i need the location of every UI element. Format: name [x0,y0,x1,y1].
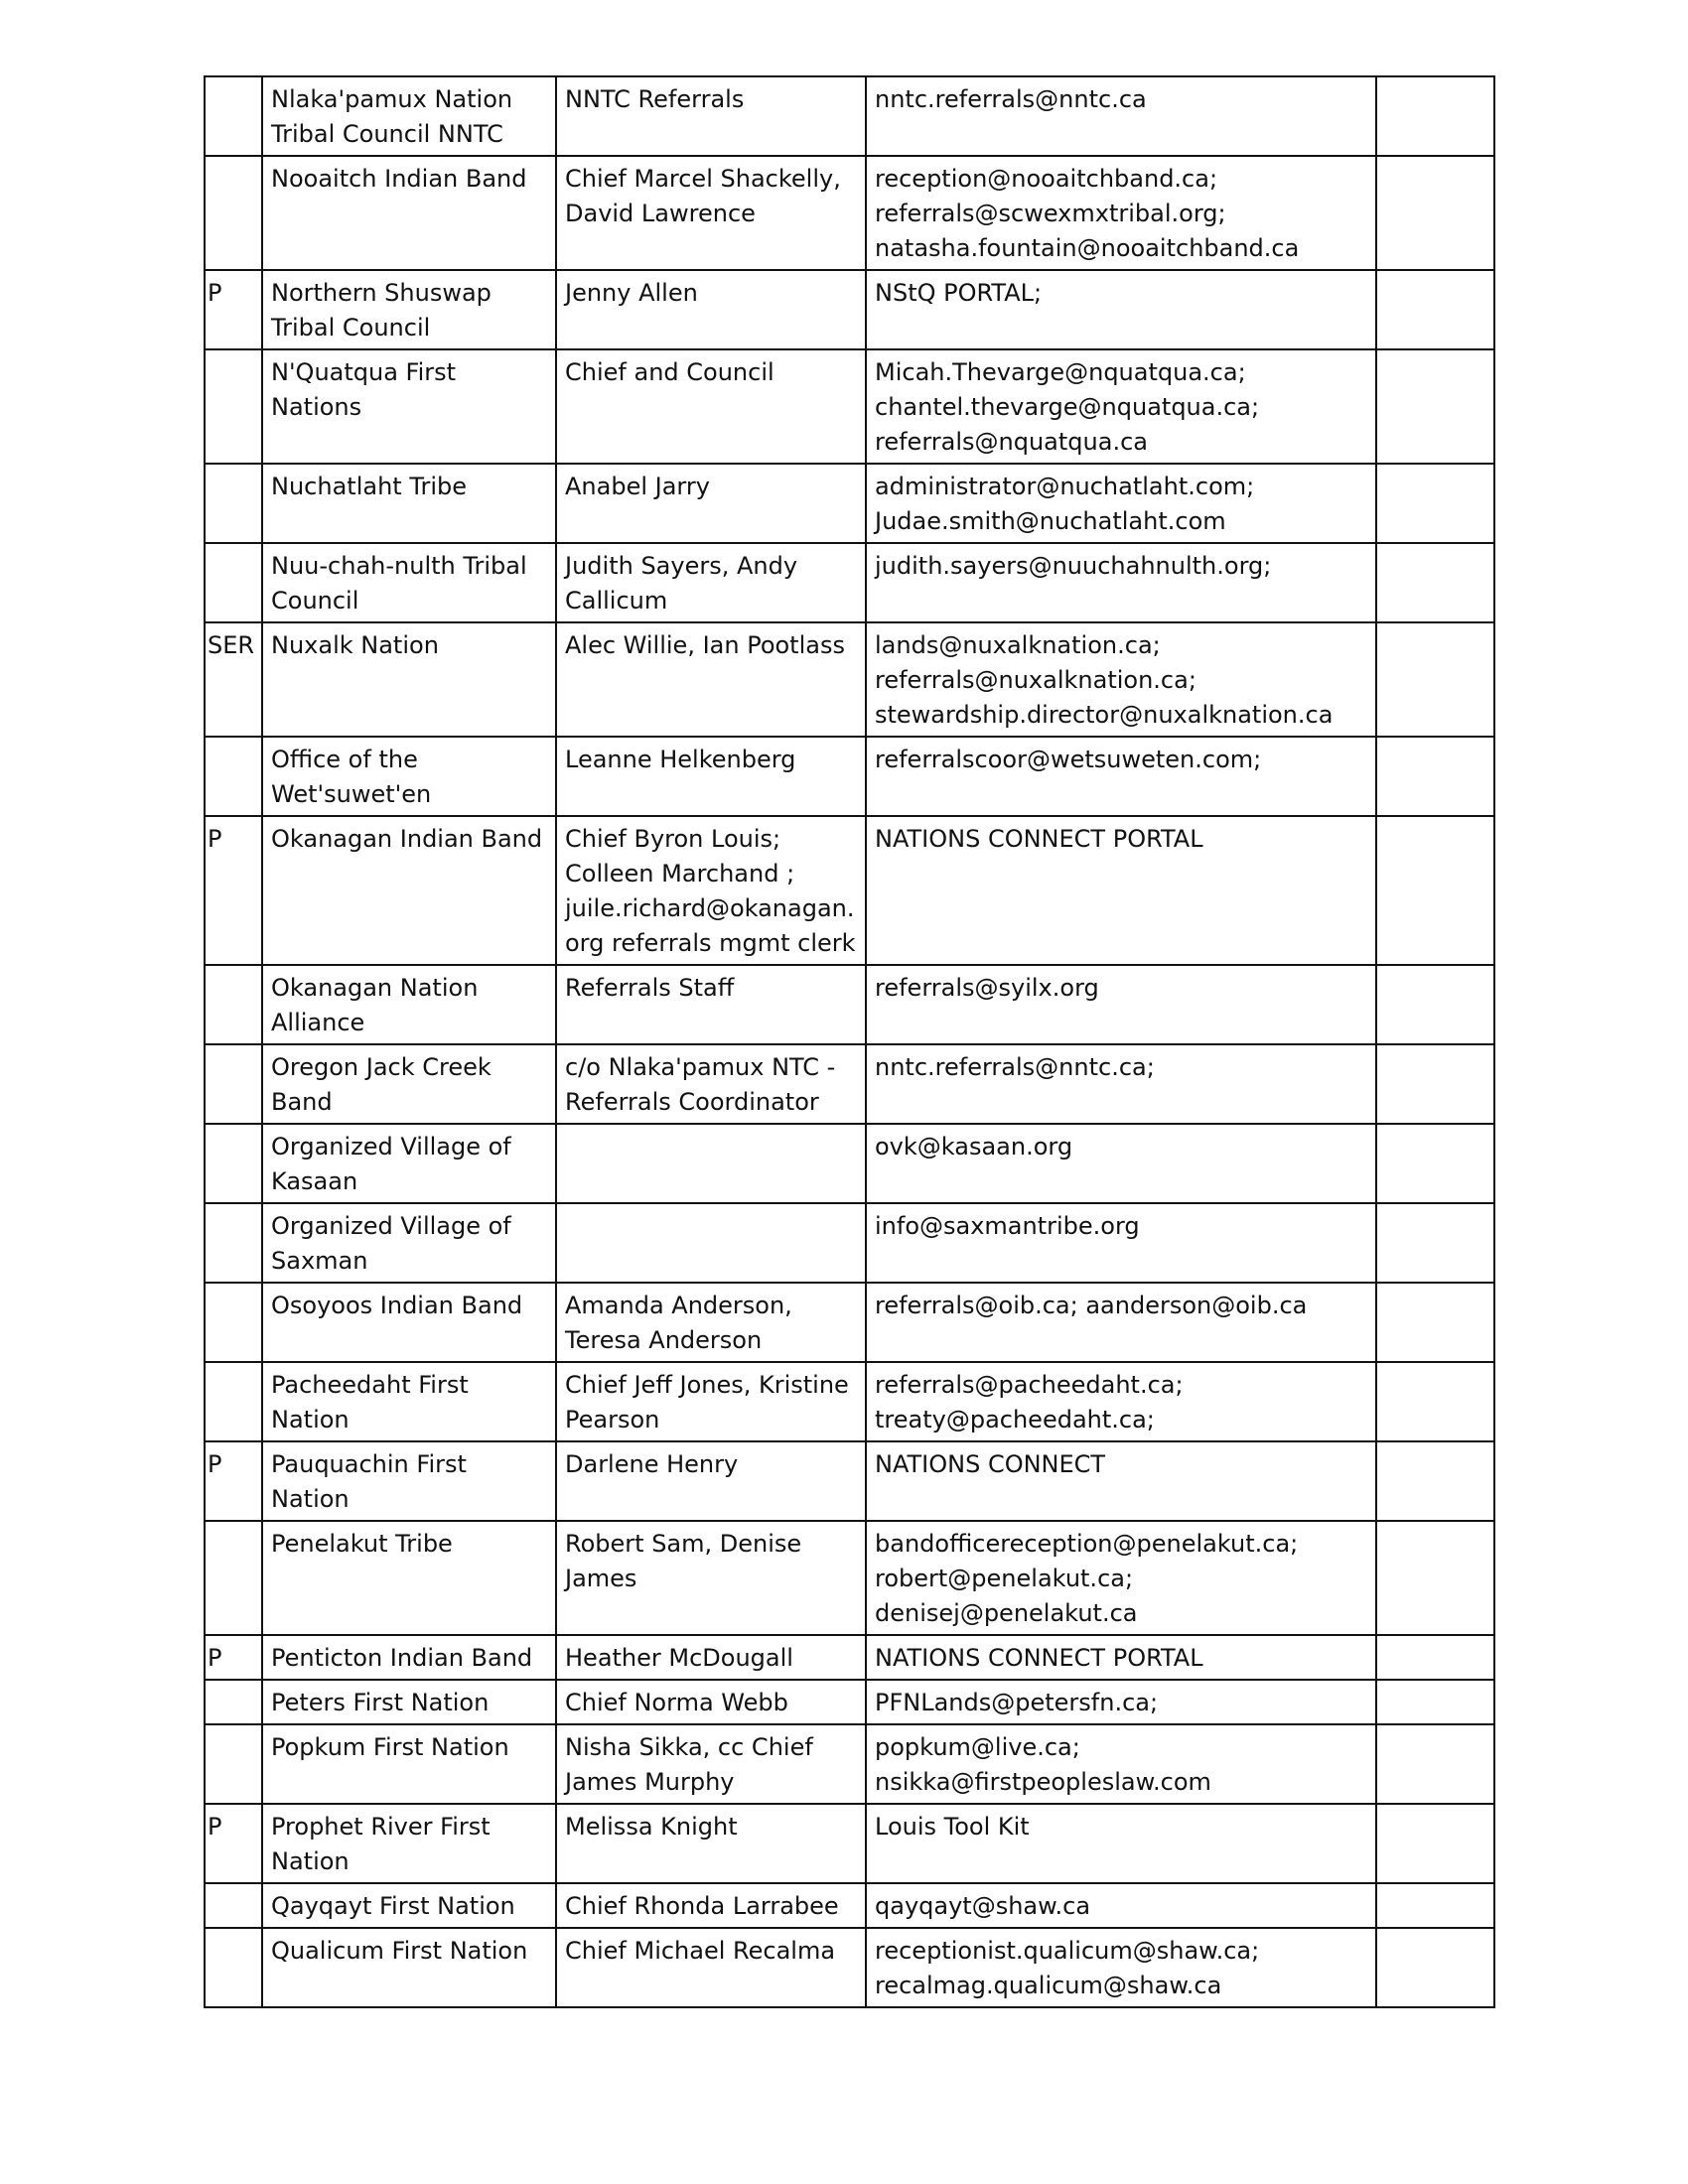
email-cell: Louis Tool Kit [866,1804,1376,1883]
table-row [205,76,1494,156]
flag-cell: P [205,1804,262,1883]
flag-cell [205,349,262,464]
table-row [205,1521,1494,1635]
email-cell: referrals@syilx.org [866,965,1376,1044]
organization-cell: Nooaitch Indian Band [262,156,556,270]
contact-cell: Chief Marcel Shackelly, David Lawrence [556,156,866,270]
flag-cell [205,76,262,156]
flag-cell [205,1362,262,1441]
blank-cell [1376,1804,1494,1883]
table-row [205,816,1494,965]
email-cell: info@saxmantribe.org [866,1203,1376,1283]
contact-cell: Chief Michael Recalma [556,1928,866,2007]
flag-cell [205,1883,262,1928]
organization-cell: Popkum First Nation [262,1724,556,1804]
table-row [205,156,1494,270]
email-cell: judith.sayers@nuuchahnulth.org; [866,543,1376,622]
table-row [205,622,1494,737]
flag-cell [205,1283,262,1362]
contact-cell: Melissa Knight [556,1804,866,1883]
organization-cell: Organized Village of Kasaan [262,1124,556,1203]
organization-cell: Nuchatlaht Tribe [262,464,556,543]
flag-cell [205,1124,262,1203]
contact-cell: Chief Jeff Jones, Kristine Pearson [556,1362,866,1441]
contact-cell: Anabel Jarry [556,464,866,543]
organization-cell: Office of the Wet'suwet'en [262,737,556,816]
organization-cell: Okanagan Indian Band [262,816,556,965]
email-cell: NATIONS CONNECT PORTAL [866,1635,1376,1680]
contact-cell: Amanda Anderson, Teresa Anderson [556,1283,866,1362]
flag-cell: P [205,1635,262,1680]
table-row [205,1883,1494,1928]
table-row [205,1724,1494,1804]
table-row [205,1124,1494,1203]
flag-cell [205,1044,262,1124]
table-row [205,1203,1494,1283]
organization-cell: Qualicum First Nation [262,1928,556,2007]
contact-cell: Robert Sam, Denise James [556,1521,866,1635]
organization-cell: Okanagan Nation Alliance [262,965,556,1044]
contact-cell: Nisha Sikka, cc Chief James Murphy [556,1724,866,1804]
email-cell: receptionist.qualicum@shaw.ca; recalmag.qualicum@shaw.ca [866,1928,1376,2007]
email-cell: administrator@nuchatlaht.com; Judae.smith@nuchatlaht.com [866,464,1376,543]
email-cell: qayqayt@shaw.ca [866,1883,1376,1928]
organization-cell: Northern Shuswap Tribal Council [262,270,556,349]
blank-cell [1376,1283,1494,1362]
organization-cell: Peters First Nation [262,1680,556,1724]
email-cell: nntc.referrals@nntc.ca [866,76,1376,156]
flag-cell [205,1724,262,1804]
blank-cell [1376,156,1494,270]
flag-cell: P [205,270,262,349]
email-cell: PFNLands@petersfn.ca; [866,1680,1376,1724]
contact-cell: c/o Nlaka'pamux NTC - Referrals Coordinator [556,1044,866,1124]
table-row [205,464,1494,543]
flag-cell [205,1203,262,1283]
blank-cell [1376,464,1494,543]
flag-cell [205,1928,262,2007]
contact-cell: Darlene Henry [556,1441,866,1521]
email-cell: Micah.Thevarge@nquatqua.ca; chantel.thevarge@nquatqua.ca; referrals@nquatqua.ca [866,349,1376,464]
flag-cell [205,737,262,816]
contact-cell: Jenny Allen [556,270,866,349]
blank-cell [1376,270,1494,349]
contact-cell [556,1203,866,1283]
blank-cell [1376,1680,1494,1724]
table-row [205,1283,1494,1362]
flag-cell: P [205,816,262,965]
organization-cell: Pauquachin First Nation [262,1441,556,1521]
table-row [205,543,1494,622]
table-row [205,965,1494,1044]
table-row [205,1044,1494,1124]
blank-cell [1376,1883,1494,1928]
organization-cell: Prophet River First Nation [262,1804,556,1883]
blank-cell [1376,965,1494,1044]
flag-cell [205,1680,262,1724]
table-row [205,1804,1494,1883]
blank-cell [1376,1441,1494,1521]
contact-cell: Heather McDougall [556,1635,866,1680]
contact-cell: Chief Byron Louis; Colleen Marchand ; juile.richard@okanagan. org referrals mgmt clerk [556,816,866,965]
table-row [205,1362,1494,1441]
blank-cell [1376,76,1494,156]
email-cell: referralscoor@wetsuweten.com; [866,737,1376,816]
organization-cell: Penelakut Tribe [262,1521,556,1635]
email-cell: nntc.referrals@nntc.ca; [866,1044,1376,1124]
email-cell: reception@nooaitchband.ca; referrals@scwexmxtribal.org; natasha.fountain@nooaitchband.ca [866,156,1376,270]
flag-cell [205,965,262,1044]
contact-cell: Leanne Helkenberg [556,737,866,816]
table-row [205,1635,1494,1680]
contact-cell: Chief Norma Webb [556,1680,866,1724]
email-cell: NATIONS CONNECT PORTAL [866,816,1376,965]
table-row [205,1928,1494,2007]
email-cell: NATIONS CONNECT [866,1441,1376,1521]
blank-cell [1376,1044,1494,1124]
blank-cell [1376,543,1494,622]
email-cell: lands@nuxalknation.ca; referrals@nuxalknation.ca; stewardship.director@nuxalknation.ca [866,622,1376,737]
contact-cell: Alec Willie, Ian Pootlass [556,622,866,737]
blank-cell [1376,816,1494,965]
organization-cell: N'Quatqua First Nations [262,349,556,464]
table-row [205,270,1494,349]
contact-cell: Referrals Staff [556,965,866,1044]
contact-cell: Chief Rhonda Larrabee [556,1883,866,1928]
contact-cell: NNTC Referrals [556,76,866,156]
organization-cell: Pacheedaht First Nation [262,1362,556,1441]
email-cell: bandofficereception@penelakut.ca; robert@penelakut.ca; denisej@penelakut.ca [866,1521,1376,1635]
blank-cell [1376,1635,1494,1680]
flag-cell: P [205,1441,262,1521]
blank-cell [1376,622,1494,737]
flag-cell: SER [205,622,262,737]
flag-cell [205,543,262,622]
email-cell: referrals@pacheedaht.ca; treaty@pacheedaht.ca; [866,1362,1376,1441]
blank-cell [1376,1521,1494,1635]
organization-cell: Qayqayt First Nation [262,1883,556,1928]
table-row [205,349,1494,464]
email-cell: referrals@oib.ca; aanderson@oib.ca [866,1283,1376,1362]
contacts-table [204,75,1495,2008]
organization-cell: Nlaka'pamux Nation Tribal Council NNTC [262,76,556,156]
table-row [205,737,1494,816]
flag-cell [205,1521,262,1635]
contact-cell [556,1124,866,1203]
email-cell: ovk@kasaan.org [866,1124,1376,1203]
contacts-table-body [205,76,1494,2007]
flag-cell [205,156,262,270]
blank-cell [1376,1203,1494,1283]
organization-cell: Oregon Jack Creek Band [262,1044,556,1124]
organization-cell: Penticton Indian Band [262,1635,556,1680]
email-cell: popkum@live.ca; nsikka@firstpeopleslaw.com [866,1724,1376,1804]
contact-cell: Judith Sayers, Andy Callicum [556,543,866,622]
blank-cell [1376,1362,1494,1441]
blank-cell [1376,1724,1494,1804]
table-row [205,1441,1494,1521]
table-row [205,1680,1494,1724]
organization-cell: Nuu-chah-nulth Tribal Council [262,543,556,622]
organization-cell: Organized Village of Saxman [262,1203,556,1283]
email-cell: NStQ PORTAL; [866,270,1376,349]
blank-cell [1376,349,1494,464]
flag-cell [205,464,262,543]
contact-cell: Chief and Council [556,349,866,464]
blank-cell [1376,1928,1494,2007]
blank-cell [1376,1124,1494,1203]
organization-cell: Osoyoos Indian Band [262,1283,556,1362]
blank-cell [1376,737,1494,816]
organization-cell: Nuxalk Nation [262,622,556,737]
